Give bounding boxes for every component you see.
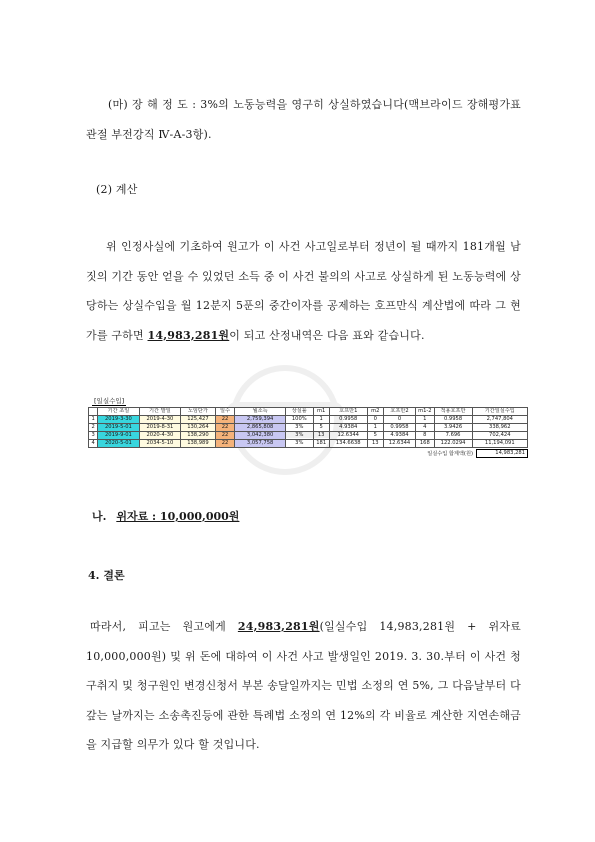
m1-cell: 5: [313, 424, 329, 432]
m1-cell: 1: [313, 416, 329, 424]
end-date-cell: 2020-4-30: [139, 432, 180, 440]
paragraph-conclusion-text: 따라서, 피고는 원고에게: [90, 620, 238, 633]
paragraph-conclusion-text-end: (일실수입 14,983,281원 + 위자료 10,000,000원) 및 위 돈에 대하여 이 사건 사고 발생일인 2019. 3. 30.부터 이 사건 청구취지 및 청구원인 변경신청서 부본 송달일까지는 민법 소정의 연 5%, 그 다음날부터 다 갚는 날까지는 소송촉진등에 관한 특례법 소정의 연 12%의 각 비율로 계산한 지연손해금을 지급할 의무가 있다 할 것입니다.: [86, 620, 522, 751]
start-date-cell: 2019-3-30: [98, 416, 139, 424]
days-cell: 22: [215, 424, 235, 432]
table-row: [89, 432, 528, 440]
section-prefix: 나.: [92, 510, 107, 523]
header-cell: [89, 408, 98, 416]
total-label: 일실수입 합계액(원): [427, 451, 473, 457]
days-cell: 22: [215, 416, 235, 424]
monthly-income-cell: 3,057,758: [235, 440, 286, 448]
lost-income-table: [88, 407, 528, 448]
table-total-row: [88, 449, 528, 458]
wage-cell: 125,427: [181, 416, 216, 424]
table-row: [89, 416, 528, 424]
period-lost-income-cell: 2,747,804: [472, 416, 527, 424]
loss-rate-cell: 100%: [285, 416, 313, 424]
paragraph-calculation-text-end: 이 되고 산정내역은 다음 표와 같습니다.: [229, 328, 425, 342]
header-cell: 기간일실수입: [472, 408, 527, 416]
header-cell: m1: [313, 408, 329, 416]
m2-cell: 5: [367, 432, 383, 440]
applied-hoffman-cell: 3.9426: [434, 424, 472, 432]
m-diff-cell: 8: [416, 432, 434, 440]
total-award-amount: 24,983,281원: [237, 620, 320, 633]
header-cell: 호프만1: [329, 408, 367, 416]
hoffman2-cell: 4.9384: [383, 432, 415, 440]
wage-cell: 138,989: [181, 440, 216, 448]
row-number: 3: [89, 432, 98, 440]
applied-hoffman-cell: 122.0294: [434, 440, 472, 448]
applied-hoffman-cell: 7.696: [434, 432, 472, 440]
hoffman1-cell: 12.6344: [329, 432, 367, 440]
m-diff-cell: 4: [416, 424, 434, 432]
paragraph-conclusion: [86, 612, 521, 760]
m2-cell: 1: [367, 424, 383, 432]
days-cell: 22: [215, 440, 235, 448]
start-date-cell: 2019-5-01: [98, 424, 139, 432]
m-diff-cell: 1: [416, 416, 434, 424]
period-lost-income-cell: 702,424: [472, 432, 527, 440]
monthly-income-cell: 2,759,394: [235, 416, 286, 424]
table-header-row: [89, 408, 528, 416]
section-heading-calc: [96, 175, 296, 205]
header-cell: 일수: [215, 408, 235, 416]
paragraph-calculation-text: 위 인정사실에 기초하여 원고가 이 사건 사고일로부터 정년이 될 때까지 181개월 남짓의 기간 동안 얻을 수 있었던 소득 중 이 사건 불의의 사고로 상실하게 된 노동능력에 상당하는 상실수입을 월 12분지 5푼의 중간이자를 공제하는 호프만식 계산법에 따라 그 현가를 구하면: [86, 240, 521, 342]
wage-cell: 130,264: [181, 424, 216, 432]
lost-income-amount: 14,983,281원: [147, 328, 230, 342]
start-date-cell: 2019-9-01: [98, 432, 139, 440]
hoffman2-cell: 0: [383, 416, 415, 424]
table-label: [일실수입]: [94, 397, 125, 405]
header-cell: 노임단가: [181, 408, 216, 416]
wage-cell: 138,290: [181, 432, 216, 440]
header-cell: 적용호프만: [434, 408, 472, 416]
table-row: [89, 424, 528, 432]
header-cell: 기간 초일: [98, 408, 139, 416]
period-lost-income-cell: 338,962: [472, 424, 527, 432]
paragraph-disability-degree: [86, 90, 521, 149]
header-cell: 호프만2: [383, 408, 415, 416]
period-lost-income-cell: 11,194,091: [472, 440, 527, 448]
header-cell: m1-2: [416, 408, 434, 416]
monthly-income-cell: 3,042,380: [235, 432, 286, 440]
monthly-income-cell: 2,865,808: [235, 424, 286, 432]
start-date-cell: 2020-5-01: [98, 440, 139, 448]
header-cell: 월소득: [235, 408, 286, 416]
paragraph-calculation: [86, 232, 521, 350]
m-diff-cell: 168: [416, 440, 434, 448]
loss-rate-cell: 3%: [285, 424, 313, 432]
loss-rate-cell: 3%: [285, 432, 313, 440]
consolation-money: 위자료 : 10,000,000원: [116, 510, 240, 523]
total-value: 14,983,281: [476, 449, 528, 458]
hoffman2-cell: 12.6344: [383, 440, 415, 448]
hoffman2-cell: 0.9958: [383, 424, 415, 432]
table-row: [89, 440, 528, 448]
header-cell: m2: [367, 408, 383, 416]
m2-cell: 13: [367, 440, 383, 448]
days-cell: 22: [215, 432, 235, 440]
section-heading-calc-text: (2) 계산: [96, 183, 138, 196]
row-number: 4: [89, 440, 98, 448]
section-heading-conclusion: [88, 567, 125, 583]
applied-hoffman-cell: 0.9958: [434, 416, 472, 424]
hoffman1-cell: 0.9958: [329, 416, 367, 424]
hoffman1-cell: 134.6638: [329, 440, 367, 448]
end-date-cell: 2019-8-31: [139, 424, 180, 432]
hoffman1-cell: 4.9384: [329, 424, 367, 432]
paragraph-disability-text: (마) 장 해 정 도 : 3%의 노동능력을 영구히 상실하였습니다(맥브라이드 장해평가표 관절 부전강직 Ⅳ-A-3항).: [86, 98, 521, 141]
loss-rate-cell: 3%: [285, 440, 313, 448]
section-heading-conclusion-text: 4. 결론: [88, 569, 125, 582]
row-number: 2: [89, 424, 98, 432]
row-number: 1: [89, 416, 98, 424]
header-cell: 기간 말일: [139, 408, 180, 416]
end-date-cell: 2019-4-30: [139, 416, 180, 424]
end-date-cell: 2034-5-10: [139, 440, 180, 448]
header-cell: 상실률: [285, 408, 313, 416]
section-heading-consolation: [92, 508, 239, 524]
m1-cell: 181: [313, 440, 329, 448]
m2-cell: 0: [367, 416, 383, 424]
m1-cell: 13: [313, 432, 329, 440]
lost-income-table-block: [88, 388, 528, 458]
